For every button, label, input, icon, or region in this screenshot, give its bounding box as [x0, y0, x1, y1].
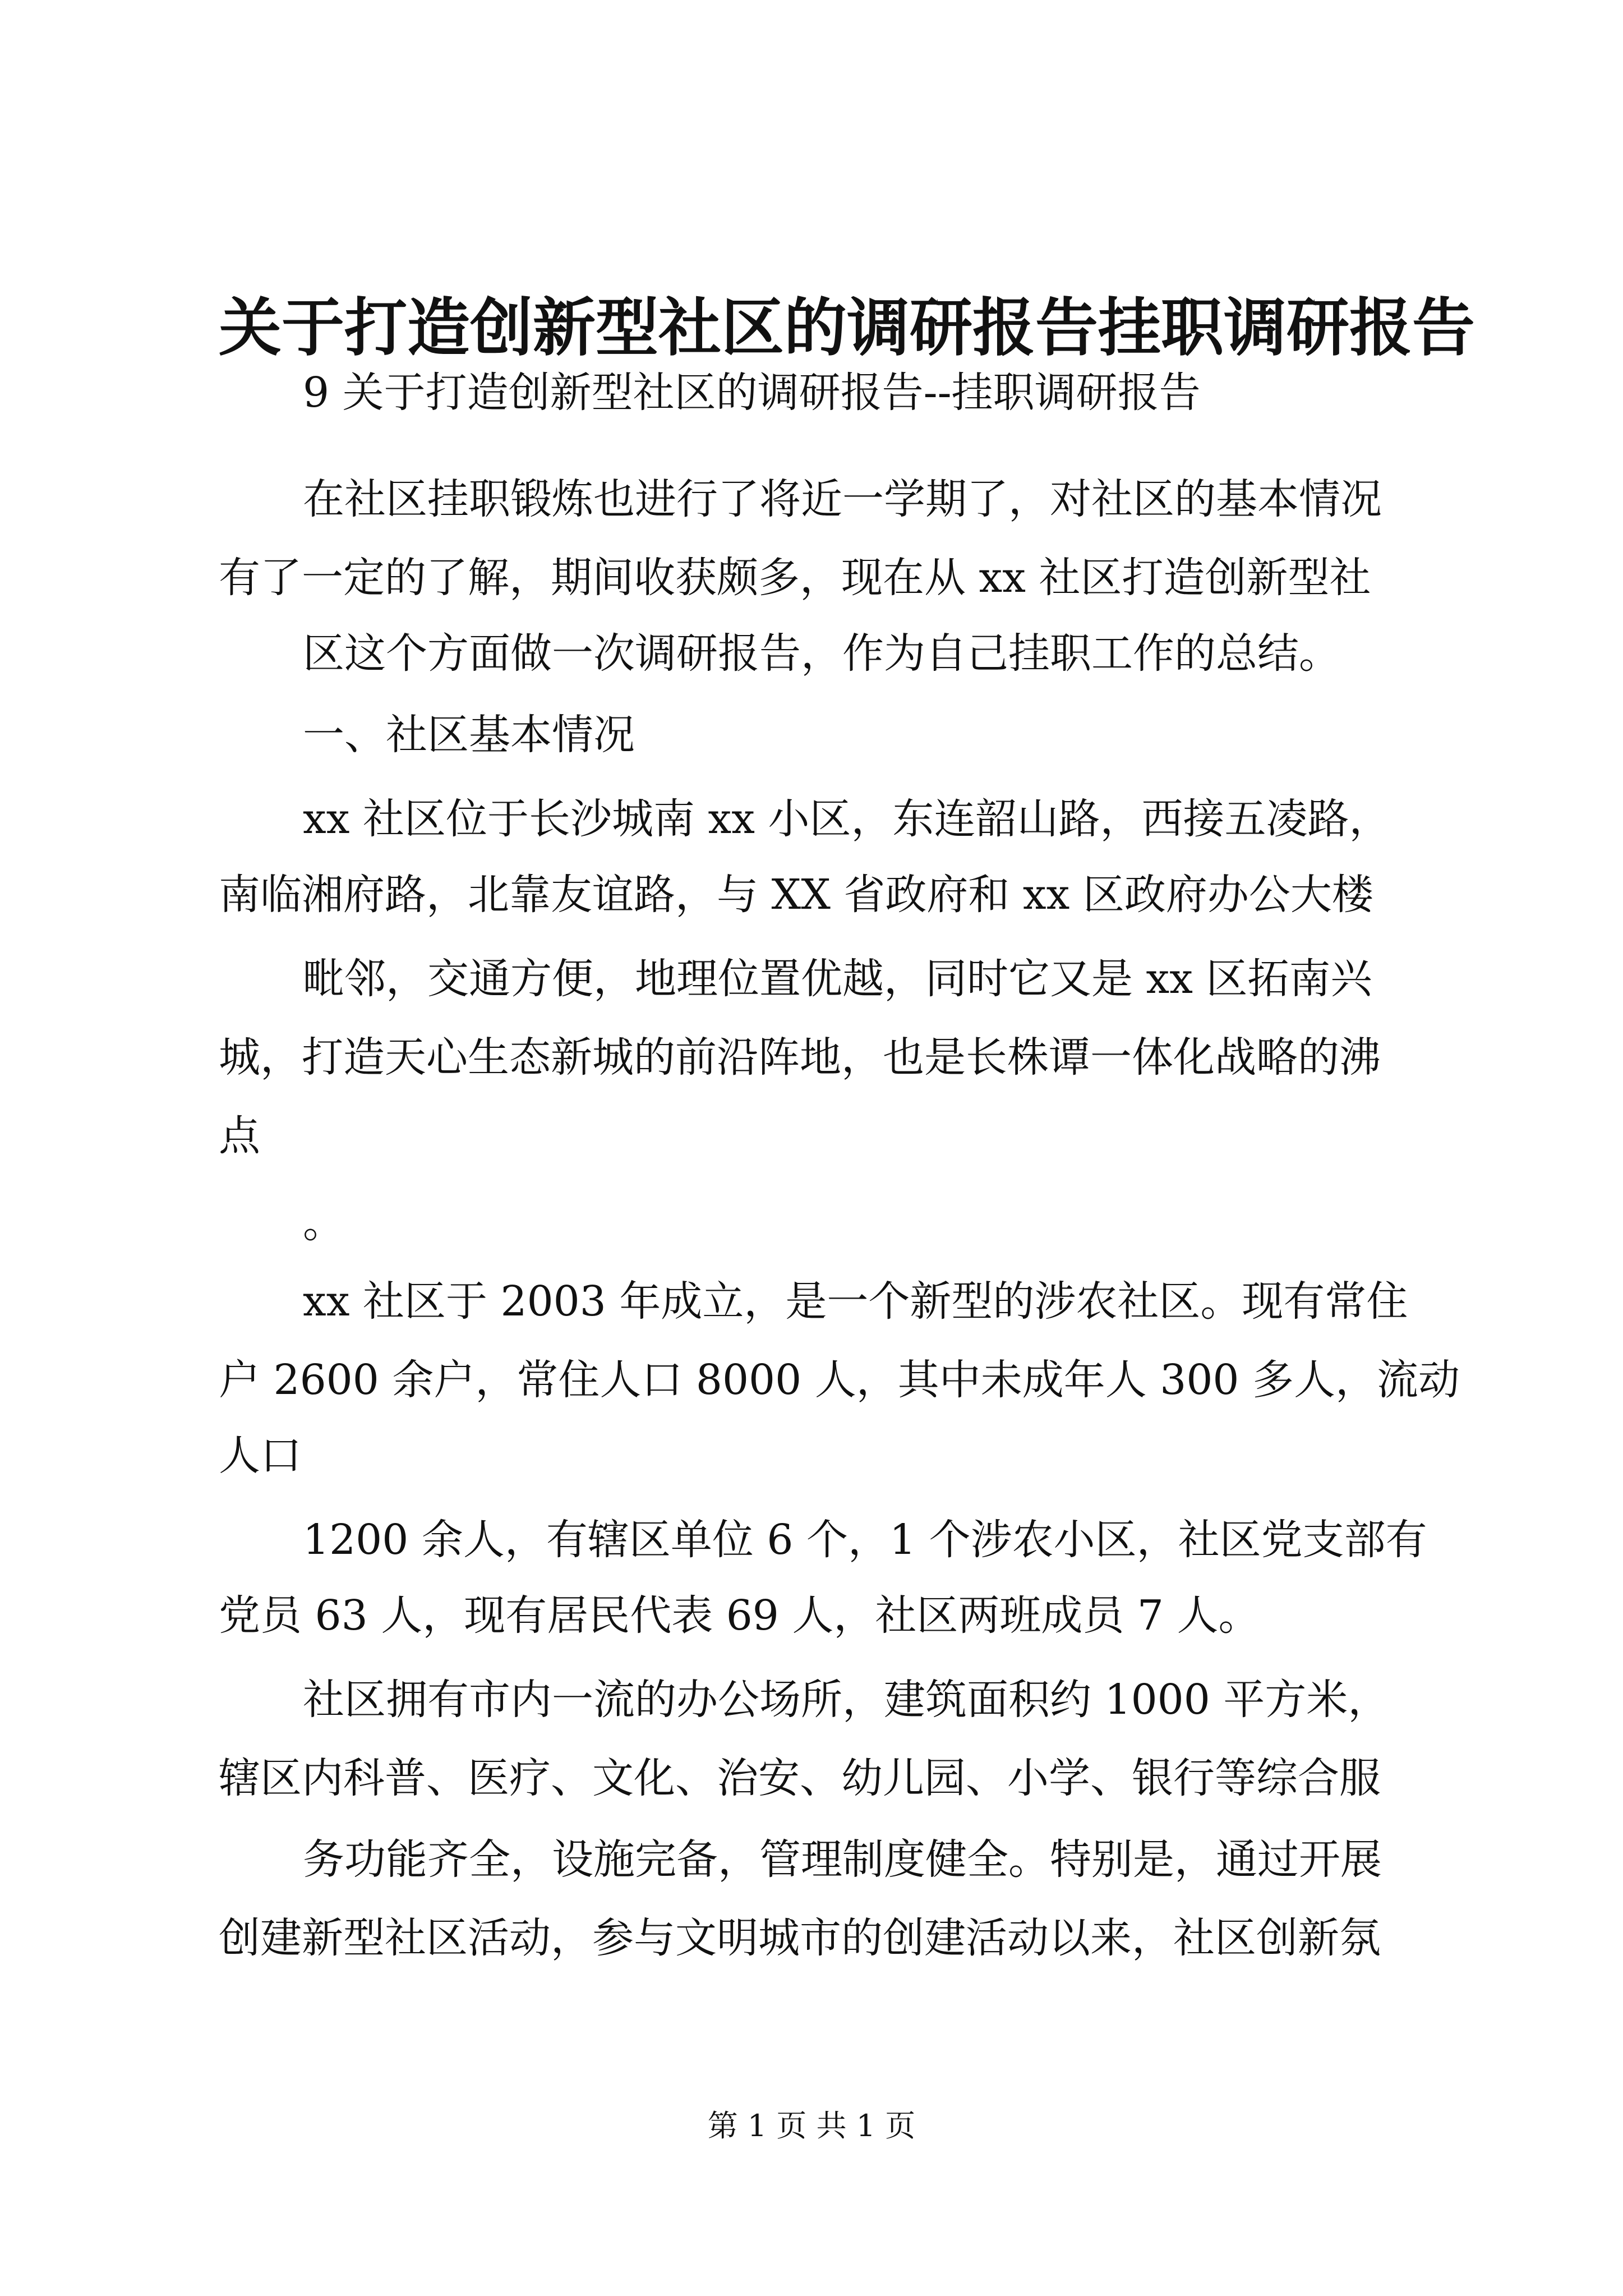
- paragraph-line: 区这个方面做一次调研报告，作为自己挂职工作的总结。: [303, 629, 1340, 678]
- paragraph-line: 创建新型社区活动，参与文明城市的创建活动以来，社区创新氛: [219, 1914, 1381, 1962]
- paragraph-line: 南临湘府路，北靠友谊路，与 XX 省政府和 xx 区政府办公大楼: [219, 871, 1373, 919]
- document-title: 关于打造创新型社区的调研报告挂职调研报告: [219, 291, 1475, 365]
- subtitle-line: 9 关于打造创新型社区的调研报告--挂职调研报告: [303, 369, 1201, 417]
- paragraph-line: 1200 余人，有辖区单位 6 个，1 个涉农小区，社区党支部有: [303, 1516, 1427, 1564]
- paragraph-line: 点: [219, 1112, 260, 1160]
- paragraph-line: 辖区内科普、医疗、文化、治安、幼儿园、小学、银行等综合服: [219, 1754, 1381, 1802]
- paragraph-line: 。: [303, 1199, 344, 1247]
- paragraph-line: 城，打造天心生态新城的前沿阵地，也是长株谭一体化战略的沸: [219, 1033, 1381, 1082]
- section-heading: 一、社区基本情况: [303, 711, 635, 759]
- paragraph-line: 党员 63 人，现有居民代表 69 人，社区两班成员 7 人。: [219, 1591, 1260, 1640]
- paragraph-line: 务功能齐全，设施完备，管理制度健全。特别是，通过开展: [303, 1835, 1382, 1884]
- paragraph-line: 有了一定的了解，期间收获颇多，现在从 xx 社区打造创新型社: [219, 554, 1371, 602]
- paragraph-line: 社区拥有市内一流的办公场所，建筑面积约 1000 平方米，: [303, 1676, 1390, 1724]
- paragraph-line: 在社区挂职锻炼也进行了将近一学期了，对社区的基本情况: [303, 475, 1382, 523]
- paragraph-line: xx 社区于 2003 年成立，是一个新型的涉农社区。现有常住: [303, 1277, 1408, 1326]
- paragraph-line: 户 2600 余户，常住人口 8000 人，其中未成年人 300 多人，流动: [219, 1356, 1460, 1404]
- paragraph-line: 人口: [219, 1432, 302, 1480]
- page-footer: 第 1 页 共 1 页: [707, 2108, 916, 2143]
- paragraph-line: xx 社区位于长沙城南 xx 小区，东连韶山路，西接五凌路，: [303, 795, 1391, 843]
- paragraph-line: 毗邻，交通方便，地理位置优越，同时它又是 xx 区拓南兴: [303, 955, 1372, 1003]
